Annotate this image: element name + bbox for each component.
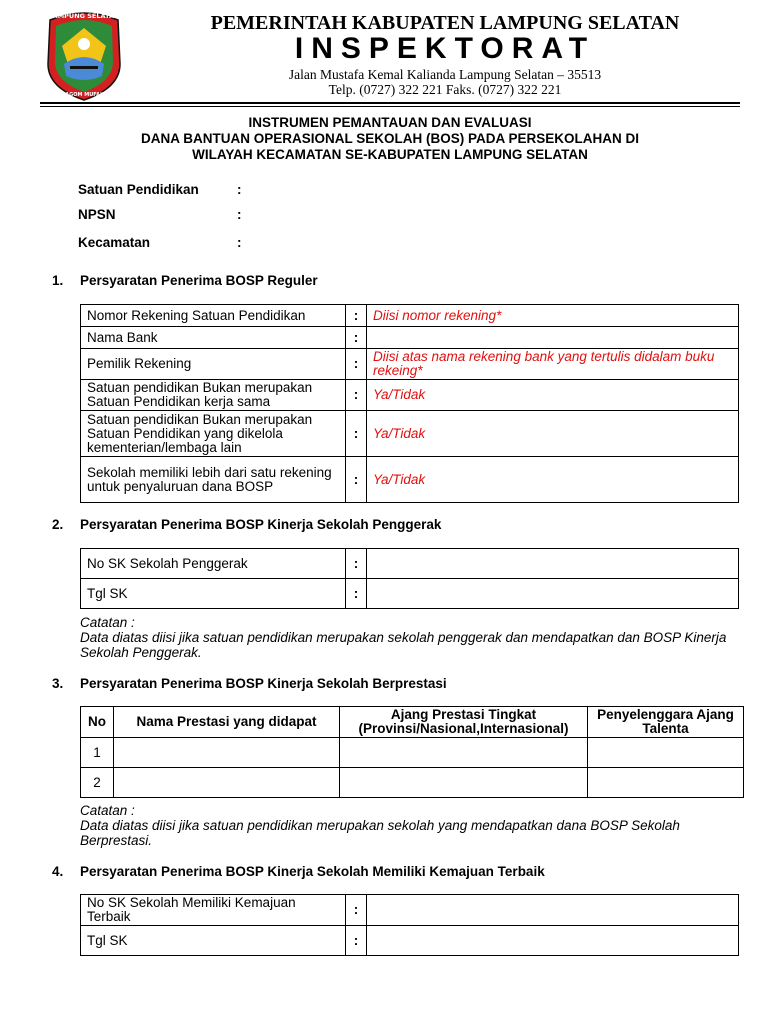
field-colon: :	[237, 207, 242, 222]
section-title: Persyaratan Penerima BOSP Reguler	[80, 273, 318, 288]
row-colon: :	[346, 926, 367, 956]
letterhead-divider-thin	[40, 106, 740, 107]
column-header: Nama Prestasi yang didapat	[114, 707, 340, 738]
row-label: No SK Sekolah Penggerak	[81, 549, 346, 579]
row-colon: :	[346, 349, 367, 380]
row-label: Satuan pendidikan Bukan merupakan Satuan Pendidikan kerja sama	[81, 380, 346, 411]
office-name: INSPEKTORAT	[294, 32, 596, 65]
logo-text-top: LAMPUNG SELATAN	[48, 12, 120, 20]
table-row	[81, 380, 739, 411]
section-number: 2.	[52, 517, 64, 532]
document-title-line-1: INSTRUMEN PEMANTAUAN DAN EVALUASI	[248, 115, 532, 130]
column-header: Penyelenggara Ajang Talenta	[588, 707, 744, 738]
section-1-heading	[52, 273, 318, 288]
section-title: Persyaratan Penerima BOSP Kinerja Sekolah Memiliki Kemajuan Terbaik	[80, 864, 545, 879]
column-header: No	[81, 707, 114, 738]
bosp-penggerak-table	[80, 548, 739, 609]
row-label: No SK Sekolah Memiliki Kemajuan Terbaik	[81, 895, 346, 926]
section-number: 3.	[52, 676, 64, 691]
row-value-input[interactable]	[367, 895, 739, 926]
field-colon: :	[237, 182, 242, 197]
section-title: Persyaratan Penerima BOSP Kinerja Sekolah Penggerak	[80, 517, 442, 532]
row-value-input[interactable]: Ya/Tidak	[367, 380, 739, 411]
row-value-input[interactable]	[367, 926, 739, 956]
note-text: Data diatas diisi jika satuan pendidikan merupakan sekolah penggerak dan mendapatkan dan BOSP Kinerja Sekolah Penggerak.	[80, 630, 727, 660]
cell-input[interactable]	[588, 738, 744, 768]
table-row	[81, 926, 739, 956]
section-number: 4.	[52, 864, 64, 879]
logo-text-bottom: KHAGOM MUFAKAT	[57, 92, 111, 98]
row-colon: :	[346, 549, 367, 579]
row-colon: :	[346, 411, 367, 457]
field-colon: :	[237, 235, 242, 250]
table-row	[81, 305, 739, 327]
row-value-input[interactable]: Ya/Tidak	[367, 411, 739, 457]
regency-emblem-logo	[40, 6, 128, 102]
office-phone: Telp. (0727) 322 221 Faks. (0727) 322 221	[328, 82, 562, 97]
section-number: 1.	[52, 273, 64, 288]
field-kecamatan-label: Kecamatan	[78, 235, 151, 250]
note-label: Catatan :	[80, 803, 135, 818]
bosp-reguler-table	[80, 304, 739, 503]
table-row	[81, 549, 739, 579]
section-title: Persyaratan Penerima BOSP Kinerja Sekolah Berprestasi	[80, 676, 447, 691]
row-value-input[interactable]: Ya/Tidak	[367, 457, 739, 503]
cell-input[interactable]	[114, 738, 340, 768]
table-row	[81, 738, 744, 768]
section-3-heading	[52, 676, 447, 691]
note-text: Data diatas diisi jika satuan pendidikan merupakan sekolah yang mendapatkan dana BOSP Sekolah Berprestasi.	[80, 818, 680, 848]
table-row	[81, 579, 739, 609]
office-address: Jalan Mustafa Kemal Kalianda Lampung Selatan – 35513	[288, 67, 602, 82]
row-label: Tgl SK	[81, 926, 346, 956]
row-colon: :	[346, 380, 367, 411]
row-value-input[interactable]: Diisi atas nama rekening bank yang tertulis didalam buku rekeing*	[367, 349, 739, 380]
row-number: 1	[81, 738, 114, 768]
row-label: Tgl SK	[81, 579, 346, 609]
table-row	[81, 327, 739, 349]
row-colon: :	[346, 579, 367, 609]
table-row	[81, 457, 739, 503]
section-2-heading	[52, 517, 441, 532]
letterhead-divider	[40, 102, 740, 104]
row-value-input[interactable]	[367, 327, 739, 349]
table-row	[81, 768, 744, 798]
row-label: Satuan pendidikan Bukan merupakan Satuan Pendidikan yang dikelola kementerian/lembaga lain	[81, 411, 346, 457]
row-value-input[interactable]	[367, 549, 739, 579]
row-value-input[interactable]: Diisi nomor rekening*	[367, 305, 739, 327]
cell-input[interactable]	[340, 768, 588, 798]
field-satuan-pendidikan-label: Satuan Pendidikan	[78, 182, 199, 197]
document-title-line-3: WILAYAH KECAMATAN SE-KABUPATEN LAMPUNG SELATAN	[192, 147, 588, 162]
row-label: Pemilik Rekening	[81, 349, 346, 380]
row-label: Sekolah memiliki lebih dari satu rekening untuk penyaluruan dana BOSP	[81, 457, 346, 503]
row-label: Nama Bank	[81, 327, 346, 349]
cell-input[interactable]	[114, 768, 340, 798]
row-colon: :	[346, 327, 367, 349]
row-label: Nomor Rekening Satuan Pendidikan	[81, 305, 346, 327]
bosp-kemajuan-table	[80, 894, 739, 956]
note-label: Catatan :	[80, 615, 135, 630]
column-header: Ajang Prestasi Tingkat (Provinsi/Nasional,Internasional)	[340, 707, 588, 738]
row-colon: :	[346, 305, 367, 327]
cell-input[interactable]	[340, 738, 588, 768]
bosp-berprestasi-table	[80, 706, 744, 798]
table-row	[81, 349, 739, 380]
row-value-input[interactable]	[367, 579, 739, 609]
section-4-heading	[52, 864, 545, 879]
row-colon: :	[346, 895, 367, 926]
document-title-line-2: DANA BANTUAN OPERASIONAL SEKOLAH (BOS) PADA PERSEKOLAHAN DI	[140, 131, 640, 146]
table-header-row	[81, 707, 744, 738]
row-number: 2	[81, 768, 114, 798]
field-npsn-label: NPSN	[78, 207, 116, 222]
government-name: PEMERINTAH KABUPATEN LAMPUNG SELATAN	[210, 12, 680, 34]
cell-input[interactable]	[588, 768, 744, 798]
table-row	[81, 895, 739, 926]
row-colon: :	[346, 457, 367, 503]
table-row	[81, 411, 739, 457]
